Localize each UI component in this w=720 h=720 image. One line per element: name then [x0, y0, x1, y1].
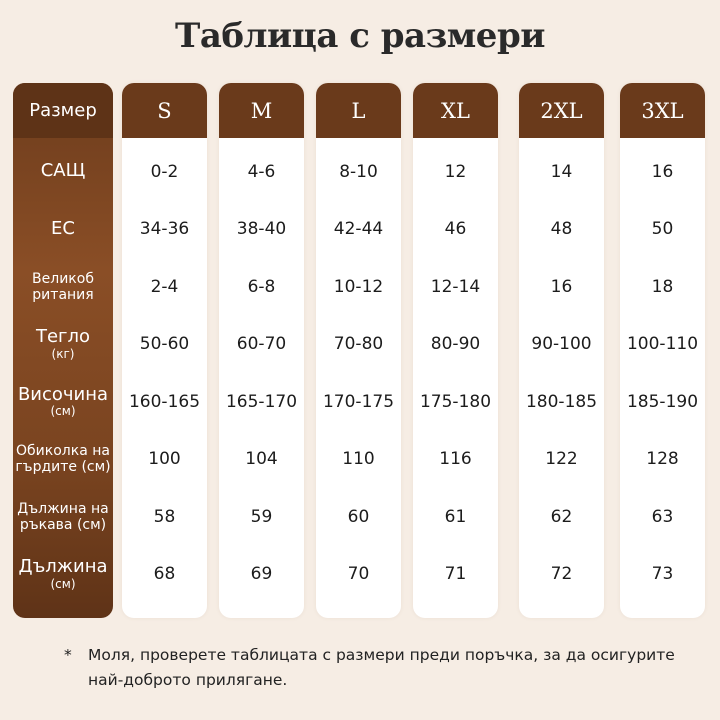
- size-value-cell: 48: [550, 219, 573, 240]
- row-label-text: гърдите (см): [15, 459, 111, 476]
- footnote: [64, 643, 704, 693]
- row-label-text: Великоб: [32, 270, 94, 287]
- row-label: [13, 431, 113, 489]
- size-header: XL: [413, 83, 498, 138]
- row-label: [13, 546, 113, 604]
- row-label-text: Дължина: [18, 556, 108, 577]
- row-label-text: Височина: [17, 383, 109, 405]
- row-label: [13, 258, 113, 316]
- size-value-cell: 128: [646, 449, 679, 470]
- size-value-cell: 70: [347, 564, 370, 585]
- row-label: [13, 143, 113, 201]
- size-value-cell: 70-80: [333, 334, 384, 355]
- size-value-cell: 73: [651, 564, 674, 585]
- size-header: 3XL: [620, 83, 705, 138]
- size-value-cell: 160-165: [128, 391, 201, 412]
- row-label-text: Тегло: [35, 326, 91, 347]
- size-value-cell: 61: [444, 506, 467, 527]
- size-value-cell: 16: [651, 161, 674, 182]
- size-value-cell: 80-90: [430, 334, 481, 355]
- row-label-text: ръкава (см): [19, 516, 107, 533]
- size-value-cell: 50-60: [139, 334, 190, 355]
- size-column: [519, 83, 604, 618]
- row-label: [13, 201, 113, 259]
- size-header: S: [122, 83, 207, 138]
- row-label-text: ритания: [32, 286, 94, 303]
- size-value-cell: 116: [439, 449, 472, 470]
- page-title: Таблица с размери: [175, 16, 545, 56]
- size-value-cell: 60-70: [236, 334, 287, 355]
- size-value-cell: 90-100: [531, 334, 592, 355]
- size-value-cell: 185-190: [626, 391, 699, 412]
- size-value-cell: 165-170: [225, 391, 298, 412]
- size-value-cell: 63: [651, 506, 674, 527]
- size-value-cell: 110: [342, 449, 375, 470]
- size-value-cell: 42-44: [333, 219, 384, 240]
- size-value-cell: 10-12: [333, 276, 384, 297]
- row-label: [13, 488, 113, 546]
- size-value-cell: 71: [444, 564, 467, 585]
- size-value-cell: 12-14: [430, 276, 481, 297]
- size-value-cell: 8-10: [339, 161, 378, 182]
- size-column: [413, 83, 498, 618]
- size-value-cell: 58: [153, 506, 176, 527]
- size-value-cell: 72: [550, 564, 573, 585]
- size-value-cell: 60: [347, 506, 370, 527]
- size-column: [316, 83, 401, 618]
- size-header: M: [219, 83, 304, 138]
- row-label-text: ЕС: [51, 217, 75, 239]
- label-column-header: Размер: [13, 83, 113, 138]
- size-value-cell: 14: [550, 161, 573, 182]
- row-label-unit: (кг): [51, 346, 75, 361]
- size-value-cell: 68: [153, 564, 176, 585]
- label-column: [13, 83, 113, 618]
- size-column: [620, 83, 705, 618]
- size-value-cell: 170-175: [322, 391, 395, 412]
- row-label: [13, 373, 113, 431]
- row-label-unit: (см): [50, 404, 76, 419]
- row-label-unit: (см): [50, 576, 76, 591]
- size-value-cell: 38-40: [236, 219, 287, 240]
- size-value-cell: 122: [545, 449, 578, 470]
- size-value-cell: 12: [444, 161, 467, 182]
- size-value-cell: 6-8: [247, 276, 276, 297]
- size-value-cell: 62: [550, 506, 573, 527]
- size-value-cell: 69: [250, 564, 273, 585]
- size-value-cell: 100-110: [626, 334, 699, 355]
- size-header: L: [316, 83, 401, 138]
- size-value-cell: 18: [651, 276, 674, 297]
- footnote-star: *: [64, 646, 72, 664]
- row-label-text: САЩ: [40, 160, 86, 182]
- size-column: [219, 83, 304, 618]
- footnote-text: Моля, проверете таблицата с размери преди поръчка, за да осигурите най-доброто прилягане.: [88, 646, 675, 689]
- size-value-cell: 34-36: [139, 219, 190, 240]
- size-value-cell: 180-185: [525, 391, 598, 412]
- size-column: [122, 83, 207, 618]
- row-label-text: Дължина на: [17, 500, 109, 517]
- row-label: [13, 316, 113, 374]
- size-value-cell: 50: [651, 219, 674, 240]
- size-value-cell: 46: [444, 219, 467, 240]
- size-value-cell: 0-2: [150, 161, 179, 182]
- size-value-cell: 100: [148, 449, 181, 470]
- size-header: 2XL: [519, 83, 604, 138]
- size-value-cell: 59: [250, 506, 273, 527]
- size-value-cell: 2-4: [150, 276, 179, 297]
- size-value-cell: 175-180: [419, 391, 492, 412]
- size-value-cell: 16: [550, 276, 573, 297]
- row-label-text: Обиколка на: [16, 443, 110, 460]
- size-value-cell: 104: [245, 449, 278, 470]
- size-value-cell: 4-6: [247, 161, 276, 182]
